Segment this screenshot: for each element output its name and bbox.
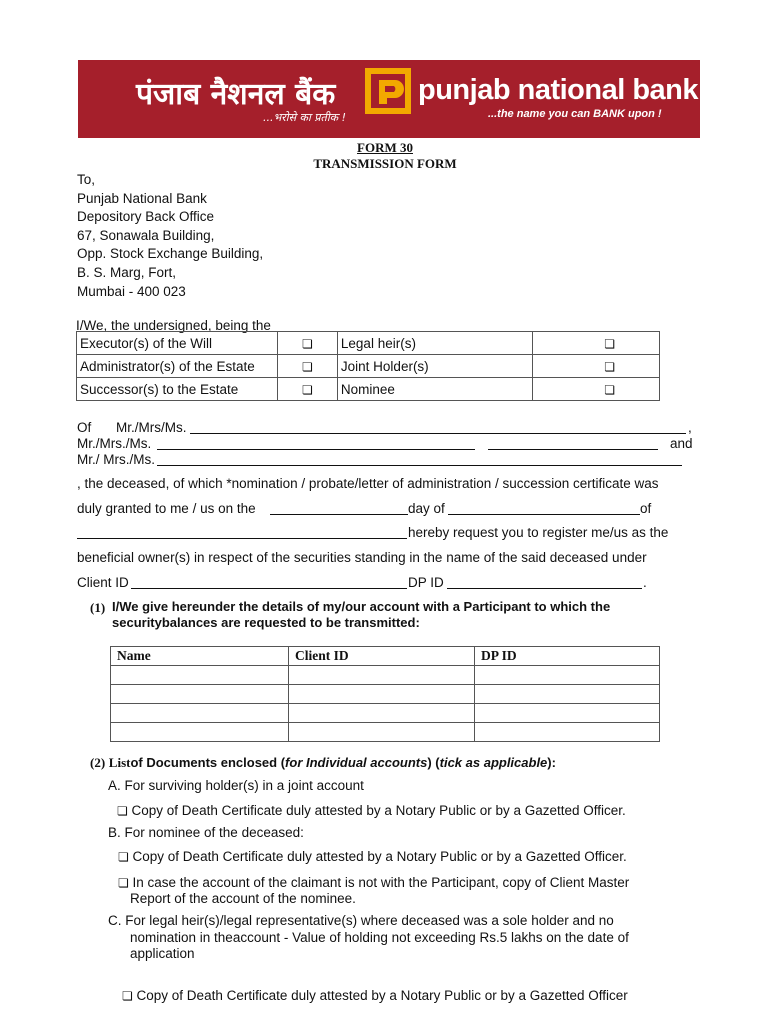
checkbox-icon[interactable]: ❏ [604,359,615,374]
checkbox-icon[interactable]: ❏ [118,850,129,864]
option-label: Nominee [337,378,532,401]
dp-id-field[interactable] [447,576,642,589]
checkbox-icon[interactable]: ❏ [301,336,313,351]
section-1-text: securitybalances are requested to be transmitted: [112,615,420,630]
item-b-2-cont: Report of the account of the nominee. [130,891,356,906]
hindi-bank-name: पंजाब नैशनल बैंक [136,77,336,112]
account-details-table [110,646,660,742]
name-field-3[interactable] [488,437,658,450]
granted-text: duly granted to me / us on the [77,501,256,516]
day-of-text: day of [408,501,445,516]
checkbox-icon[interactable]: ❏ [301,359,313,374]
item-c-1-text: Copy of Death Certificate duly attested by a Notary Public or by a Gazetted Officer [136,988,628,1003]
option-label: Joint Holder(s) [337,355,532,378]
form-title: TRANSMISSION FORM [313,156,457,171]
english-tagline: ...the name you can BANK upon ! [488,108,662,120]
option-label: Legal heir(s) [337,332,532,355]
address-line: Depository Back Office [77,209,215,224]
client-id-label: Client ID [77,575,129,590]
form-number: FORM 30 [357,140,413,155]
table-row [111,723,660,742]
column-header-dp-id: DP ID [475,647,660,666]
section-2-mid: ) ( [427,755,440,770]
of-text: of [640,501,652,516]
checkbox-icon[interactable]: ❏ [117,804,128,818]
and-label: and [670,436,693,451]
table-row [111,704,660,723]
capacity-options-table [76,331,660,401]
name-line-2-label: Mr./Mrs./Ms. [77,436,152,451]
deceased-text: , the deceased, of which *nomination / probate/letter of administration / succession certificate was [77,476,659,491]
name-field-4[interactable] [157,453,682,466]
item-b-1 [118,849,627,864]
option-label: Administrator(s) of the Estate [77,355,278,378]
grant-month-field[interactable] [448,502,640,515]
option-label: Successor(s) to the Estate [77,378,278,401]
item-b-2-text: In case the account of the claimant is not with the Participant, copy of Client Master [132,875,630,890]
table-row [111,666,660,685]
item-c-1 [122,988,628,1003]
pnb-logo-icon [365,68,411,114]
hindi-tagline: ...भरोसे का प्रतीक ! [263,111,347,124]
name-field-2[interactable] [157,437,475,450]
intro-text: I/We, the undersigned, being the [76,318,271,333]
checkbox-icon[interactable]: ❏ [118,876,129,890]
checkbox-icon[interactable]: ❏ [604,382,615,397]
name-line-3-label: Mr./ Mrs./Ms. [77,452,155,467]
hereby-text: hereby request you to register me/us as the [408,525,669,540]
address-line: Opp. Stock Exchange Building, [77,246,264,261]
section-2-end: ): [547,755,556,770]
comma: , [688,420,692,435]
of-label: Of [77,420,92,435]
section-2-list-word: List [108,755,131,770]
section-2-for-individual: for Individual accounts [285,755,428,770]
section-2-number: (2) [90,755,106,770]
item-b-1-text: Copy of Death Certificate duly attested by a Notary Public or by a Gazetted Officer. [132,849,627,864]
item-a-1 [117,803,626,818]
item-c: C. For legal heir(s)/legal representative(s) where deceased was a sole holder and no [108,913,614,928]
item-b-2 [118,875,629,890]
bank-banner [78,60,700,138]
address-line: Punjab National Bank [77,191,207,206]
item-a-1-text: Copy of Death Certificate duly attested by a Notary Public or by a Gazetted Officer. [131,803,626,818]
address-line: To, [77,172,96,187]
name-line-1-label: Mr./Mrs/Ms. [116,420,187,435]
grant-date-field[interactable] [270,502,408,515]
checkbox-icon[interactable]: ❏ [301,382,313,397]
item-c-cont: nomination in theaccount - Value of holding not exceeding Rs.5 lakhs on the date of [130,930,629,945]
item-a: A. For surviving holder(s) in a joint account [108,778,364,793]
section-1-number: (1) [90,600,106,615]
item-c-cont: application [130,946,195,961]
option-label: Executor(s) of the Will [77,332,278,355]
address-line: Mumbai - 400 023 [77,284,186,299]
column-header-client-id: Client ID [289,647,475,666]
beneficial-text: beneficial owner(s) in respect of the securities standing in the name of the said deceased under [77,550,647,565]
item-b: B. For nominee of the deceased: [108,825,304,840]
client-id-field[interactable] [131,576,407,589]
address-line: 67, Sonawala Building, [77,228,215,243]
english-bank-name: punjab national bank [418,74,699,106]
period: . [643,575,647,590]
section-2-heading [90,755,556,771]
section-2-of-docs: of Documents enclosed ( [130,755,286,770]
column-header-name: Name [111,647,289,666]
section-1-text: I/We give hereunder the details of my/our account with a Participant to which the [112,599,611,614]
checkbox-icon[interactable]: ❏ [122,989,133,1003]
name-field-1[interactable] [190,421,686,434]
dp-id-label: DP ID [408,575,444,590]
checkbox-icon[interactable]: ❏ [604,336,615,351]
table-row [111,685,660,704]
grant-year-field[interactable] [77,526,407,539]
address-line: B. S. Marg, Fort, [77,265,177,280]
section-2-tick: tick as applicable [439,755,548,770]
